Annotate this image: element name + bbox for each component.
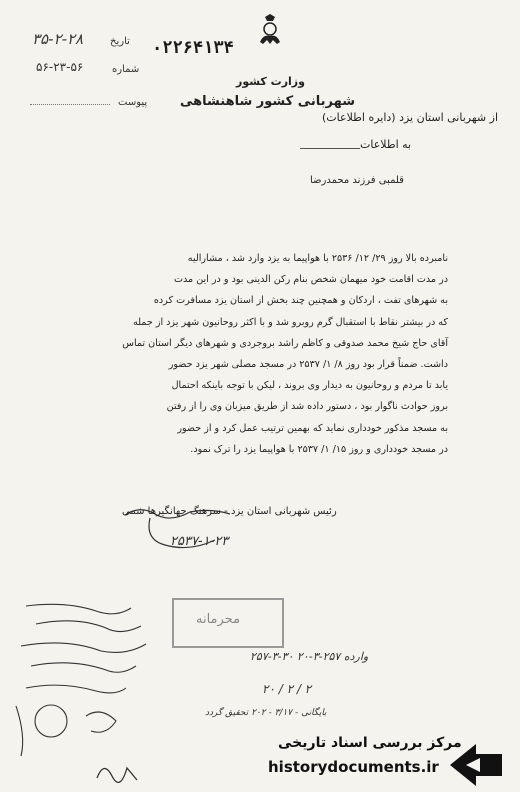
watermark-name: مرکز بررسی اسناد تاریخی: [278, 735, 462, 751]
body-line: آقای حاج شیخ محمد صدوقی و کاظم راشد بروجردی و شهرهای دیگر استان تماس: [122, 337, 448, 349]
body-line: یابد تا مردم و روحانیون به دیدار وی بروند ، لیکن با توجه باینکه احتمال: [171, 380, 448, 392]
confidential-stamp-text: محرمانه: [196, 612, 241, 627]
to-line: به اطلاعات: [360, 138, 412, 151]
from-line: از شهربانی استان یزد (دایره اطلاعات): [322, 111, 498, 124]
lion-and-sun-emblem-icon: [255, 14, 285, 48]
handwritten-margin-note: [6, 596, 156, 766]
bottom-signature: [92, 758, 142, 788]
attachment-label: پیوست: [118, 97, 148, 108]
body-line: بروز حوادث ناگوار بود ، دستور داده شد از طریق میزبان وی را از رفتن: [166, 401, 448, 413]
body-line: که در بیشتر نقاط با استقبال گرم روبرو شد و با اکثر روحانیون شهر یزد از جمله: [132, 316, 448, 328]
subject-line: قلمبی فرزند محمدرضا: [310, 175, 404, 186]
body-line: به شهرهای تفت ، اردکان و همچنین چند بخش از استان یزد مسافرت کرده: [153, 295, 448, 307]
organization-name: شهربانی کشور شاهنشاهی: [180, 94, 355, 109]
date-value: ۳۵-۲-۲۸: [32, 30, 84, 48]
to-underline: [300, 148, 360, 149]
number-value: ۵۶-۲۳-۵۶: [36, 60, 84, 74]
registration-note-2: ۲۰ / ۲ / ۲: [262, 682, 312, 696]
registration-note-3: بایگانی - ۳/۱۷ - ۲۰۲ تحقیق گردد: [205, 708, 327, 718]
body-line: داشت. ضمناً قرار بود روز ۸/ ۱/ ۲۵۳۷ در مسجد مصلی شهر یزد حضور: [168, 359, 448, 371]
attachment-dotted-line: [30, 104, 110, 105]
signature-date: ۲۵۳۷-۱-۲۳: [170, 534, 229, 549]
body-line: در مدت اقامت خود میهمان شخص بنام رکن الدینی بود و در این مدت: [173, 274, 448, 286]
body-line: نامبرده بالا روز ۲۹/ ۱۲/ ۲۵۳۶ با هواپیما به یزد وارد شد ، مشارالیه: [187, 253, 448, 264]
body-line: در مسجد خودداری و روز ۱۵/ ۱/ ۲۵۳۷ با هواپیما یزد را ترک نمود.: [190, 443, 448, 455]
ministry-name: وزارت کشور: [236, 75, 305, 88]
number-label: شماره: [112, 64, 140, 75]
letter-body: [76, 248, 448, 460]
signature-title: رئیس شهربانی استان یزد - سرهنگ جهانگیرها شمی: [122, 506, 337, 517]
date-label: تاریخ: [110, 36, 130, 47]
watermark-url: historydocuments.ir: [268, 758, 439, 776]
document-number: ۰۲۲۶۴۱۳۴: [152, 38, 234, 58]
registration-note-1: ۲۵۷-۳-۳۰ وارده ۲۵۷-۳-۲۰: [250, 650, 369, 663]
body-line: به مسجد مذکور خودداری نماید که بهمین ترتیب عمل کرد و از حضور: [177, 422, 448, 434]
